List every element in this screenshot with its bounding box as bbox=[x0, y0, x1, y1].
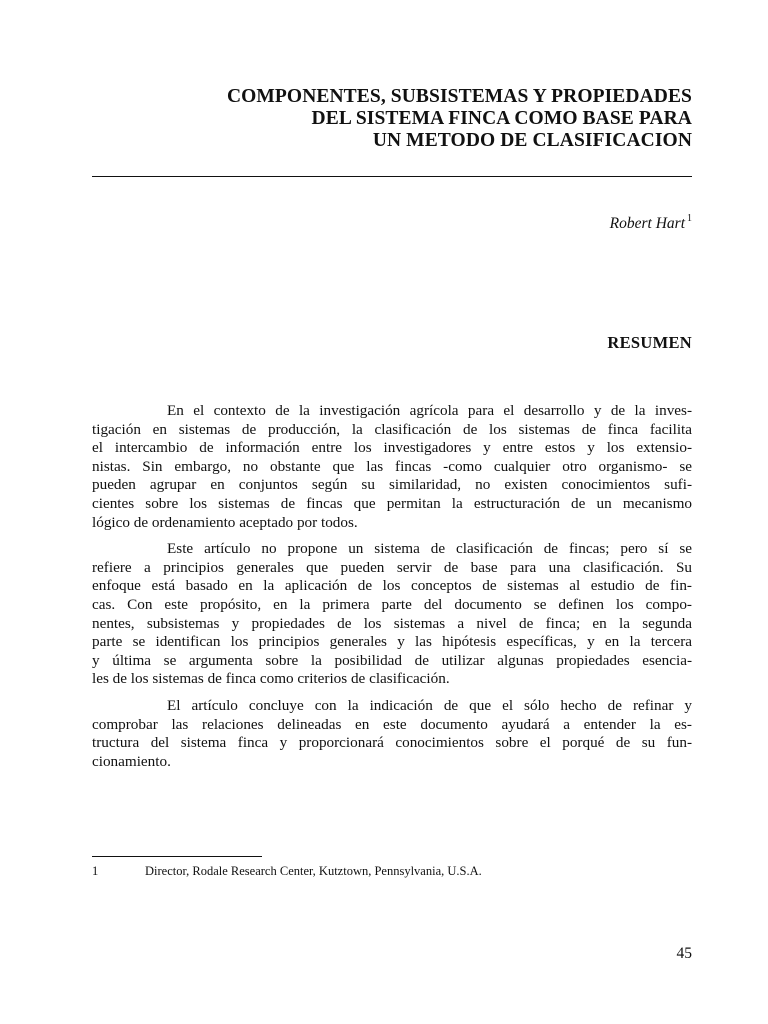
paragraph-line: pueden agrupar en conjuntos según su similaridad, no existen conocimientos sufi- bbox=[92, 476, 692, 494]
footnote-divider bbox=[92, 856, 262, 857]
author-footnote-marker: 1 bbox=[687, 213, 692, 224]
title-line: DEL SISTEMA FINCA COMO BASE PARA bbox=[311, 108, 692, 129]
author-name: Robert Hart bbox=[609, 215, 685, 232]
article-title bbox=[172, 86, 692, 152]
paragraph-line: el intercambio de información entre los investigadores y entre estos y los extensio- bbox=[92, 439, 692, 457]
abstract-heading: RESUMEN bbox=[607, 333, 692, 352]
paragraph-line: nentes, subsistemas y propiedades de los sistemas a nivel de finca; en la segunda bbox=[92, 614, 692, 632]
footnote-number: 1 bbox=[92, 864, 99, 878]
paragraph-line: Este artículo no propone un sistema de clasificación de fincas; pero sí se bbox=[167, 540, 692, 558]
paragraph-line: enfoque está basado en la aplicación de los conceptos de sistemas al estudio de fin- bbox=[92, 577, 692, 595]
title-divider bbox=[92, 176, 692, 177]
title-line: UN METODO DE CLASIFICACION bbox=[372, 130, 692, 151]
paragraph-line: cionamiento. bbox=[92, 752, 171, 770]
paragraph-line: En el contexto de la investigación agrícola para el desarrollo y de la inves- bbox=[167, 402, 692, 419]
abstract-paragraph bbox=[92, 697, 692, 771]
paragraph-line: nistas. Sin embargo, no obstante que las fincas -como cualquier otro organismo- se bbox=[92, 457, 692, 475]
abstract-paragraph bbox=[92, 540, 692, 689]
abstract-body bbox=[92, 402, 692, 779]
author-byline bbox=[610, 213, 692, 233]
paragraph-line: El artículo concluye con la indicación de que el sólo hecho de refinar y bbox=[167, 696, 692, 714]
paragraph-line: cas. Con este propósito, en la primera parte del documento se definen los compo- bbox=[92, 595, 692, 613]
footnote bbox=[92, 864, 482, 879]
page-number: 45 bbox=[676, 945, 692, 962]
title-line: COMPONENTES, SUBSISTEMAS Y PROPIEDADES bbox=[226, 86, 692, 107]
paragraph-line: les de los sistemas de finca como criterios de clasificación. bbox=[92, 670, 450, 688]
paragraph-line: cientes sobre los sistemas de fincas que permitan la estructuración de un mecanismo bbox=[92, 494, 692, 512]
paragraph-line: refiere a principios generales que pueden servir de base para una clasificación. Su bbox=[92, 558, 692, 576]
paragraph-line: y última se argumenta sobre la posibilidad de utilizar algunas propiedades esencia- bbox=[92, 651, 692, 669]
paragraph-line: tigación en sistemas de producción, la clasificación de los sistemas de finca facilita bbox=[92, 420, 692, 438]
paragraph-line: comprobar las relaciones delineadas en este documento ayudará a entender la es- bbox=[92, 715, 692, 733]
abstract-paragraph bbox=[92, 402, 692, 532]
footnote-text: Director, Rodale Research Center, Kutztown, Pennsylvania, U.S.A. bbox=[145, 864, 482, 878]
paragraph-line: parte se identifican los principios generales y las hipótesis específicas, y en la tercera bbox=[92, 633, 692, 651]
paragraph-line: tructura del sistema finca y proporcionará conocimientos sobre el porqué de su fun- bbox=[92, 734, 692, 752]
paragraph-line: lógico de ordenamiento aceptado por todos. bbox=[92, 513, 358, 531]
